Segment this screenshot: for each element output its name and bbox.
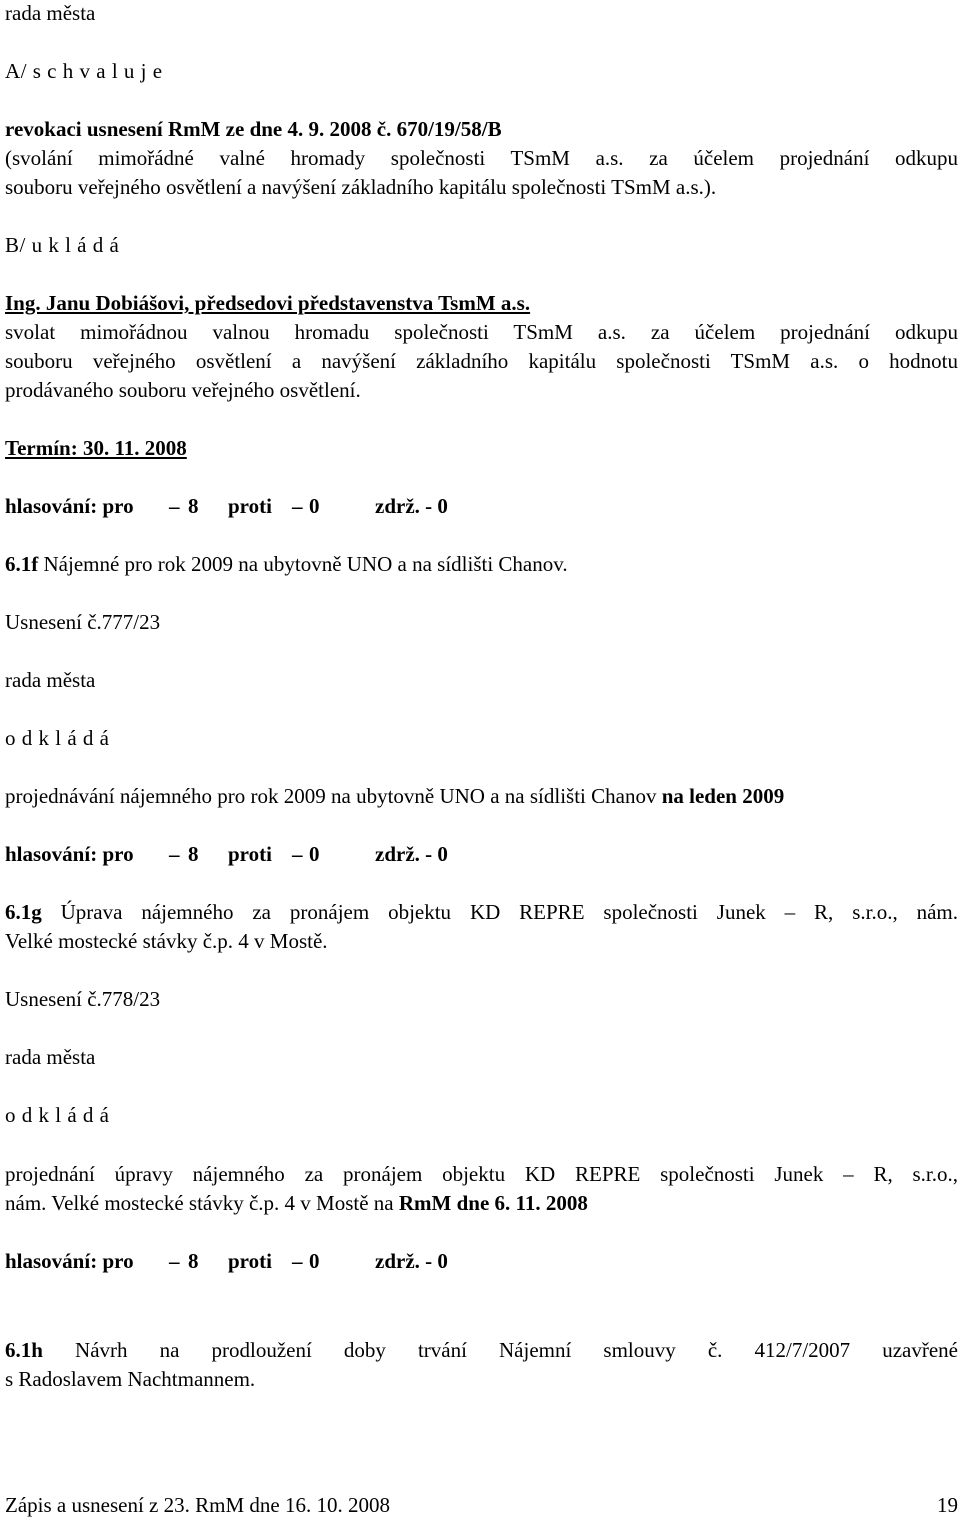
item-number: 6.1f bbox=[5, 552, 39, 576]
vote-label: hlasování: pro bbox=[5, 494, 134, 518]
task-line-3: prodávaného souboru veřejného osvětlení. bbox=[5, 378, 361, 402]
usneseni-777: Usnesení č.777/23 bbox=[5, 610, 161, 634]
schvaluje-heading: A/ s c h v a l u j e bbox=[5, 59, 163, 83]
item-6-1f-title bbox=[5, 551, 568, 577]
vote-proti-label: proti bbox=[228, 1249, 272, 1273]
responsible-person bbox=[5, 290, 530, 316]
item-text-bold: na leden 2009 bbox=[661, 784, 785, 808]
vote-pro-count: 8 bbox=[188, 842, 199, 866]
usneseni-778: Usnesení č.778/23 bbox=[5, 987, 161, 1011]
revokace-line-1: (svolání mimořádné valné hromady společnosti TSmM a.s. za účelem projednání odkupu bbox=[5, 146, 958, 170]
vote-zdrz: zdrž. - 0 bbox=[375, 842, 448, 866]
item-number: 6.1g bbox=[5, 900, 42, 924]
vote-pro-count: 8 bbox=[188, 494, 199, 518]
item-6-1g-text-line-1: projednání úpravy nájemného za pronájem objektu KD REPRE společnosti Junek – R, s.r.o., bbox=[5, 1162, 958, 1186]
vote-dash: – bbox=[169, 494, 180, 518]
item-6-1g-title-line-2: Velké mostecké stávky č.p. 4 v Mostě. bbox=[5, 929, 328, 953]
item-text-bold: RmM dne 6. 11. 2008 bbox=[398, 1191, 588, 1215]
termin-text: Termín: 30. 11. 2008 bbox=[5, 436, 187, 460]
item-6-1g-text-line-2 bbox=[5, 1190, 588, 1216]
vote-dash: – bbox=[169, 842, 180, 866]
revokace-title bbox=[5, 116, 502, 142]
item-6-1h-title-line-1 bbox=[5, 1337, 958, 1363]
termin bbox=[5, 435, 187, 461]
footer-doc-title: Zápis a usnesení z 23. RmM dne 16. 10. 2008 bbox=[5, 1493, 390, 1517]
vote-proti-count: 0 bbox=[309, 842, 320, 866]
uklada-heading: B/ u k l á d á bbox=[5, 233, 120, 257]
vote-proti-label: proti bbox=[228, 842, 272, 866]
vote-zdrz: zdrž. - 0 bbox=[375, 1249, 448, 1273]
item-title-text: Úprava nájemného za pronájem objektu KD REPRE společnosti Junek – R, s.r.o., nám. bbox=[60, 900, 958, 924]
item-number: 6.1h bbox=[5, 1338, 43, 1362]
vote-dash: – bbox=[169, 1249, 180, 1273]
revokace-line-2: souboru veřejného osvětlení a navýšení základního kapitálu společnosti TSmM a.s.). bbox=[5, 175, 717, 199]
item-title-text: Návrh na prodloužení doby trvání Nájemní smlouvy č. 412/7/2007 uzavřené bbox=[75, 1338, 959, 1362]
rada-mesta-heading: rada města bbox=[5, 668, 96, 692]
item-text: projednávání nájemného pro rok 2009 na ubytovně UNO a na sídlišti Chanov bbox=[5, 784, 657, 808]
item-title-text: Nájemné pro rok 2009 na ubytovně UNO a na sídlišti Chanov. bbox=[43, 552, 568, 576]
vote-pro-count: 8 bbox=[188, 1249, 199, 1273]
vote-label: hlasování: pro bbox=[5, 842, 134, 866]
task-line-2: souboru veřejného osvětlení a navýšení základního kapitálu společnosti TSmM a.s. o hodnotu bbox=[5, 349, 958, 373]
vote-proti-count: 0 bbox=[309, 494, 320, 518]
item-6-1h-title-line-2: s Radoslavem Nachtmannem. bbox=[5, 1367, 256, 1391]
item-6-1g-title-line-1 bbox=[5, 899, 958, 925]
vote-proti-count: 0 bbox=[309, 1249, 320, 1273]
vote-zdrz: zdrž. - 0 bbox=[375, 494, 448, 518]
page-number: 19 bbox=[937, 1493, 958, 1517]
vote-line bbox=[5, 1248, 505, 1274]
vote-dash: – bbox=[292, 494, 303, 518]
rada-mesta-heading: rada města bbox=[5, 1, 96, 25]
item-text: nám. Velké mostecké stávky č.p. 4 v Mostě na bbox=[5, 1191, 394, 1215]
odklada-heading: o d k l á d á bbox=[5, 726, 110, 750]
odklada-heading: o d k l á d á bbox=[5, 1103, 110, 1127]
responsible-person-name: Ing. Janu Dobiášovi, předsedovi představenstva TsmM a.s. bbox=[5, 291, 531, 315]
task-line-1: svolat mimořádnou valnou hromadu společnosti TSmM a.s. za účelem projednání odkupu bbox=[5, 320, 958, 344]
vote-proti-label: proti bbox=[228, 494, 272, 518]
vote-line bbox=[5, 841, 505, 867]
revokace-bold: revokaci usnesení RmM ze dne 4. 9. 2008 č. 670/19/58/B bbox=[5, 117, 502, 141]
item-6-1f-text bbox=[5, 783, 784, 809]
rada-mesta-heading: rada města bbox=[5, 1045, 96, 1069]
vote-dash: – bbox=[292, 842, 303, 866]
vote-line bbox=[5, 493, 505, 519]
vote-dash: – bbox=[292, 1249, 303, 1273]
vote-label: hlasování: pro bbox=[5, 1249, 134, 1273]
